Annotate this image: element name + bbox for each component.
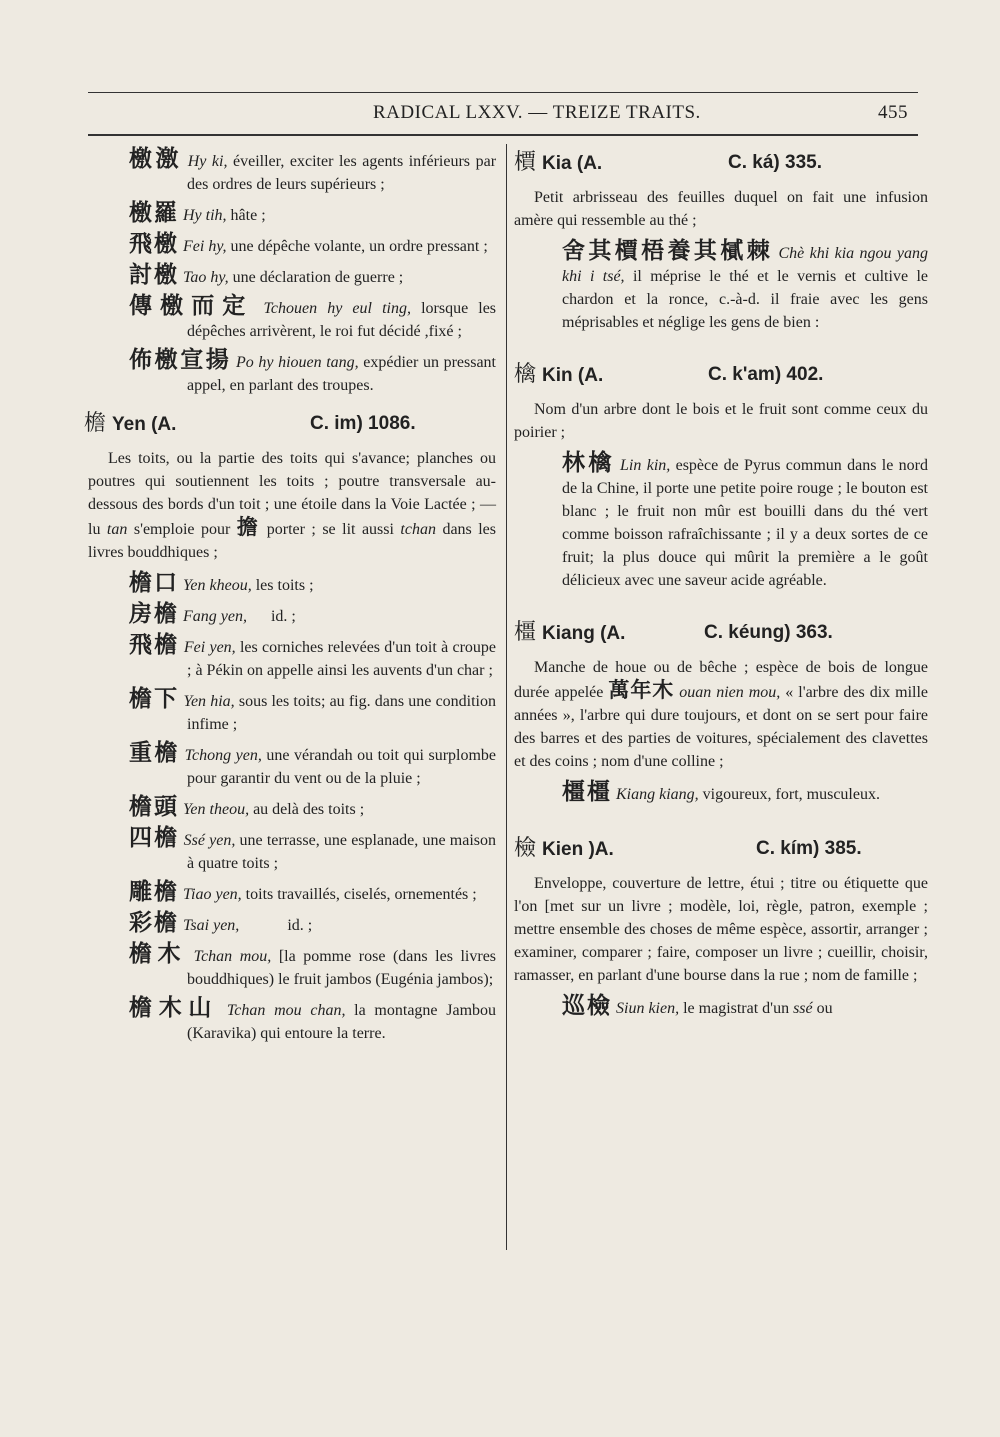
entry-text: id. ; bbox=[239, 917, 313, 934]
entry-cjk: 飛檄 bbox=[129, 231, 179, 257]
entry-roman: Yen kheou, bbox=[183, 577, 252, 594]
entry-kien bbox=[514, 995, 928, 1020]
entry-roman: Fei yen, bbox=[183, 639, 236, 656]
definition-yen bbox=[88, 447, 496, 564]
top-rule bbox=[88, 92, 918, 93]
header-rule bbox=[88, 134, 918, 136]
entry bbox=[88, 264, 496, 289]
headword-char: 檎 bbox=[514, 362, 537, 387]
entry-cjk: 舍其檟梧養其樲棘 bbox=[562, 238, 774, 264]
entry-cjk: 巡檢 bbox=[562, 993, 612, 1019]
headword-kiang bbox=[514, 620, 928, 648]
entry bbox=[88, 881, 496, 906]
entry-text: les toits ; bbox=[251, 577, 314, 594]
headword-name: Kin (A. bbox=[542, 365, 604, 386]
entry-kia bbox=[514, 240, 928, 334]
entry-roman: Chè khi kia ngou yang khi i tsé, bbox=[562, 245, 929, 285]
headword-char: 檟 bbox=[514, 150, 537, 175]
entry-text: une dépêche volante, un ordre pressant ; bbox=[226, 238, 488, 255]
headword-name: Kiang (A. bbox=[542, 623, 626, 644]
entries-yen bbox=[88, 570, 501, 1045]
entry-cjk: 檐木 bbox=[129, 941, 187, 967]
entry bbox=[88, 796, 496, 821]
entry-roman: Tchouen hy eul ting, bbox=[263, 300, 411, 317]
entry-roman: Tchong yen, bbox=[184, 747, 262, 764]
entry-text: [la pomme rose (dans les livres bouddhiques) le fruit jambos (Eugénia jambos); bbox=[187, 948, 501, 988]
entry-text: sous les toits; au fig. dans une condition infime ; bbox=[187, 693, 501, 733]
entry bbox=[88, 146, 501, 196]
def-cjk: 萬年木 bbox=[608, 678, 675, 702]
entry bbox=[88, 941, 501, 991]
entry-cjk: 討檄 bbox=[129, 262, 179, 288]
entry-text: expédier un pressant appel, en parlant des troupes. bbox=[187, 354, 500, 394]
entry-text: la montagne Jambou (Karavika) qui entoure la terre. bbox=[187, 1002, 501, 1042]
entry-cjk: 飛檐 bbox=[129, 632, 180, 658]
def-text: s'emploie pour bbox=[127, 521, 237, 538]
entry-cjk: 彩檐 bbox=[129, 910, 179, 936]
entry-cjk: 四檐 bbox=[129, 825, 180, 851]
entry-text: espèce de Pyrus commun dans le nord de la Chine, il porte une petite poire rouge ; le bouton est blanc ; le fruit non mûr est bouilli dans du thé vert comme boisson rafraîchissante ; il y a deux sortes de ce fruit; la plus douce qui mûrit la première a le goût délicieux avec une saveur acide agréable. bbox=[562, 457, 929, 589]
entry-text: id. ; bbox=[246, 608, 296, 625]
entry-cjk: 橿橿 bbox=[562, 779, 612, 805]
headword-name: Kien )A. bbox=[542, 839, 614, 860]
headword-name: Kia (A. bbox=[542, 153, 603, 174]
entry-text: hâte ; bbox=[226, 207, 266, 224]
entry-roman: Kiang kiang, bbox=[616, 786, 699, 803]
entry-roman: Tchan mou chan, bbox=[226, 1002, 346, 1019]
entries-top bbox=[88, 146, 501, 397]
entry-kiang bbox=[514, 781, 928, 806]
entry-text: une déclaration de guerre ; bbox=[228, 269, 404, 286]
headword-char: 檐 bbox=[84, 411, 107, 436]
entry-cjk: 佈檄宣揚 bbox=[129, 347, 232, 373]
column-divider bbox=[506, 144, 507, 1250]
def-text: porter ; se lit aussi bbox=[260, 521, 401, 538]
entry bbox=[88, 202, 496, 227]
entry-cjk: 檐口 bbox=[129, 570, 179, 596]
entry-text: toits travaillés, ciselés, ornementés ; bbox=[241, 886, 477, 903]
entry-roman: Tchan mou, bbox=[193, 948, 272, 965]
def-text: « l'arbre des dix mille années », l'arbre qui dure toujours, et dont on se sert pour faire des barres et des parties de voitures, spécialement des clavettes et des coins ; nom d'une colline ; bbox=[514, 684, 929, 770]
headword-char: 橿 bbox=[514, 620, 537, 645]
headword-canton: C. ká) 335. bbox=[728, 152, 822, 173]
headword-name: Yen (A. bbox=[112, 414, 177, 435]
entry-text: vigoureux, fort, musculeux. bbox=[698, 786, 880, 803]
header-title: RADICAL LXXV. — TREIZE TRAITS. bbox=[373, 102, 701, 123]
entry-roman: Fei hy, bbox=[183, 238, 227, 255]
entry-roman: Siun kien, bbox=[616, 1000, 680, 1017]
headword-kia bbox=[514, 150, 928, 178]
entry-roman: Yen theou, bbox=[183, 801, 250, 818]
entry bbox=[88, 233, 496, 258]
headword-kin bbox=[514, 362, 928, 390]
headword-canton: C. kím) 385. bbox=[756, 838, 862, 859]
entry bbox=[88, 825, 501, 875]
entry-text: lorsque les dépêches arrivèrent, le roi fut décidé ,fixé ; bbox=[187, 300, 501, 340]
definition-kia: Petit arbrisseau des feuilles duquel on fait une infusion amère qui ressemble au thé ; bbox=[514, 189, 928, 229]
headword-char: 檢 bbox=[514, 836, 537, 861]
entry-roman: Tiao yen, bbox=[183, 886, 242, 903]
entry-roman: Po hy hiouen tang, bbox=[236, 354, 359, 371]
entry-cjk: 檄羅 bbox=[129, 200, 179, 226]
entry-cjk: 林檎 bbox=[562, 450, 615, 476]
entry bbox=[88, 603, 496, 628]
entry bbox=[88, 293, 501, 343]
right-column bbox=[514, 148, 928, 1026]
definition-kin: Nom d'un arbre dont le bois et le fruit sont comme ceux du poirier ; bbox=[514, 401, 928, 441]
entry-cjk: 檄激 bbox=[129, 146, 183, 172]
entry-roman: Hy ki, bbox=[187, 153, 228, 170]
entry bbox=[88, 632, 501, 682]
entry bbox=[88, 347, 500, 397]
entry-cjk: 房檐 bbox=[129, 601, 179, 627]
entry-text: éveiller, exciter les agents inférieurs par des ordres de leurs supérieurs ; bbox=[187, 153, 501, 193]
headword-canton: C. kéung) 363. bbox=[704, 622, 833, 643]
headword-canton: C. im) 1086. bbox=[310, 413, 416, 434]
entry-roman: Fang yen, bbox=[183, 608, 247, 625]
def-cjk: 擔 bbox=[236, 515, 261, 539]
definition-kien: Enveloppe, couverture de lettre, étui ; titre ou étiquette que l'on [met sur un livre ; modèle, loi, règle, patron, exemple ; mettre ensemble des choses de même espèce, assortir, arranger ; examiner, comparer ; faire, composer un livre ; cueillir, choisir, ramasser, en parlant d'une bourse dans la rue ; nom de famille ; bbox=[514, 875, 928, 984]
entry bbox=[88, 572, 496, 597]
entry-text: au delà des toits ; bbox=[249, 801, 365, 818]
headword-kien bbox=[514, 836, 928, 864]
headword-canton: C. k'am) 402. bbox=[708, 364, 824, 385]
def-text: dans les livres bouddhiques ; bbox=[88, 521, 497, 561]
entry-roman: Ssé yen, bbox=[183, 832, 236, 849]
entry-text: les corniches relevées d'un toit à croupe ; à Pékin on appelle ainsi les auvents d'un char ; bbox=[187, 639, 501, 679]
entry-roman: ssé bbox=[793, 1000, 813, 1017]
definition-kiang bbox=[514, 656, 928, 773]
entry-text: le magistrat d'un bbox=[679, 1000, 794, 1017]
page-number: 455 bbox=[878, 102, 908, 123]
entry-cjk: 傳檄而定 bbox=[129, 293, 254, 319]
entry-text: ou bbox=[812, 1000, 833, 1017]
entry bbox=[88, 740, 501, 790]
entry bbox=[88, 686, 501, 736]
def-roman: tchan bbox=[400, 521, 436, 538]
entry bbox=[88, 912, 496, 937]
running-header bbox=[88, 102, 918, 128]
entry-roman: Tao hy, bbox=[183, 269, 229, 286]
left-column bbox=[84, 146, 501, 1051]
def-roman: ouan nien mou, bbox=[674, 684, 781, 701]
entry-roman: Hy tih, bbox=[183, 207, 227, 224]
def-text: Les toits, ou la partie des toits qui s'avance; planches ou poutres qui soutiennent les toits ; poutre transversale au-dessous des bords d'un toit ; une étoile dans la Voie Lactée ; — lu bbox=[88, 450, 496, 538]
def-text: Manche de houe ou de bêche ; espèce de bois de longue durée appelée bbox=[514, 659, 928, 701]
headword-yen bbox=[84, 411, 496, 439]
entry-text: une terrasse, une esplanade, une maison à quatre toits ; bbox=[187, 832, 501, 872]
entry-kin bbox=[514, 452, 928, 592]
entry bbox=[88, 995, 501, 1045]
entry-cjk: 檐頭 bbox=[129, 794, 179, 820]
entry-roman: Lin kin, bbox=[620, 457, 671, 474]
entry-cjk: 檐木山 bbox=[129, 995, 219, 1021]
entry-roman: Yen hia, bbox=[183, 693, 235, 710]
entry-text: il méprise le thé et le vernis et cultive le chardon et la ronce, c.-à-d. il fraie avec les gens méprisables et néglige les gens de bien : bbox=[562, 268, 928, 331]
entry-cjk: 檐下 bbox=[129, 686, 180, 712]
entry-text: une vérandah ou toit qui surplombe pour garantir du vent ou de la pluie ; bbox=[187, 747, 501, 787]
def-roman: tan bbox=[106, 521, 128, 538]
entry-cjk: 雕檐 bbox=[129, 879, 179, 905]
entry-cjk: 重檐 bbox=[129, 740, 181, 766]
entry-roman: Tsai yen, bbox=[183, 917, 240, 934]
